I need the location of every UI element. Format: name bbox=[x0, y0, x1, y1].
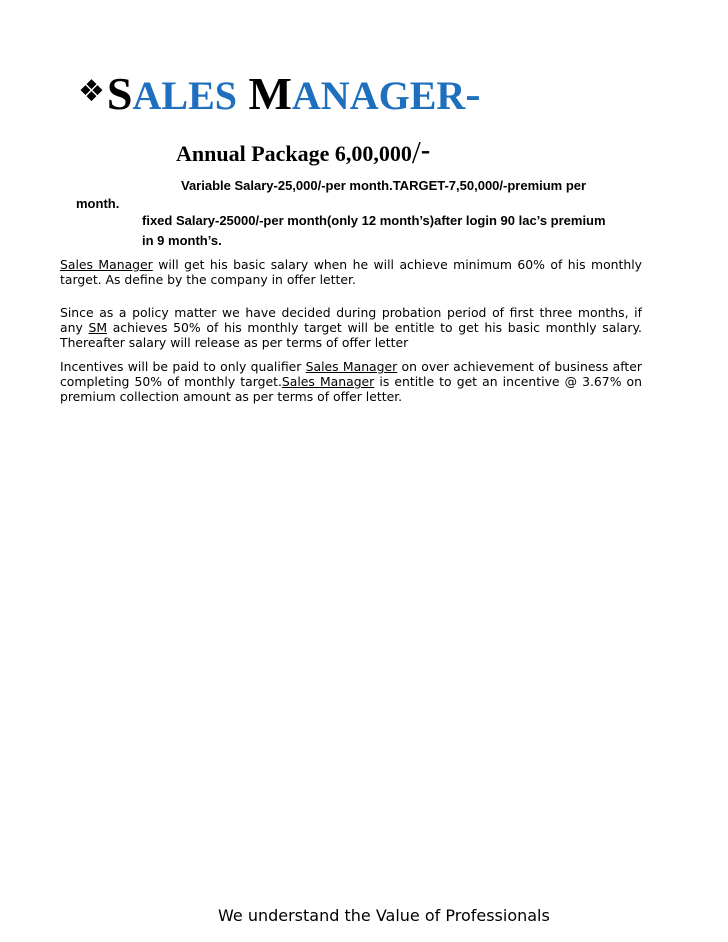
sales-manager-term-2: Sales Manager bbox=[281, 374, 375, 389]
incentives-text-before: Incentives will be paid to only qualifier bbox=[60, 359, 306, 374]
incentives-paragraph bbox=[60, 359, 642, 404]
annual-package bbox=[176, 133, 430, 172]
incentives-text-middle: on over achievement of business after completing 50% of monthly target. bbox=[60, 359, 642, 389]
title-initial-s: S bbox=[106, 68, 133, 119]
annual-package-slash: / bbox=[411, 134, 421, 170]
title-dash: - bbox=[465, 68, 481, 119]
sales-manager-term: Sales Manager bbox=[60, 257, 153, 272]
variable-salary-line: Variable Salary-25,000/-per month.TARGET-7,50,000/-premium per bbox=[181, 178, 587, 193]
probation-text-after: achieves 50% of his monthly target will be entitle to get his basic monthly salary. Thereafter salary will release as per terms of offer letter bbox=[60, 320, 642, 350]
sales-manager-term-1: Sales Manager bbox=[305, 359, 398, 374]
variable-salary-line-cont: month. bbox=[76, 196, 120, 211]
annual-package-dash: - bbox=[420, 135, 431, 166]
basic-salary-paragraph bbox=[60, 257, 642, 287]
probation-paragraph bbox=[60, 305, 642, 350]
page-title bbox=[78, 64, 481, 124]
basic-salary-text: will get his basic salary when he will achieve minimum 60% of his monthly target. As define by the company in offer letter. bbox=[60, 257, 642, 287]
title-ales: ALES bbox=[132, 73, 237, 118]
diamond-bullet-icon: ❖ bbox=[78, 74, 105, 109]
fixed-salary-line: fixed Salary-25000/-per month(only 12 month’s)after login 90 lac’s premium bbox=[142, 213, 606, 228]
title-anager: ANAGER bbox=[291, 73, 466, 118]
sm-term: SM bbox=[88, 320, 108, 335]
annual-package-text: Annual Package 6,00,000 bbox=[176, 141, 412, 166]
footer-tagline: We understand the Value of Professionals bbox=[218, 906, 550, 925]
incentives-text-after: is entitle to get an incentive @ 3.67% on premium collection amount as per terms of offer letter. bbox=[60, 374, 642, 404]
fixed-salary-line-cont: in 9 month’s. bbox=[142, 233, 222, 248]
title-initial-m: M bbox=[248, 68, 292, 119]
probation-text-before: Since as a policy matter we have decided during probation period of first three months, if any bbox=[60, 305, 642, 335]
